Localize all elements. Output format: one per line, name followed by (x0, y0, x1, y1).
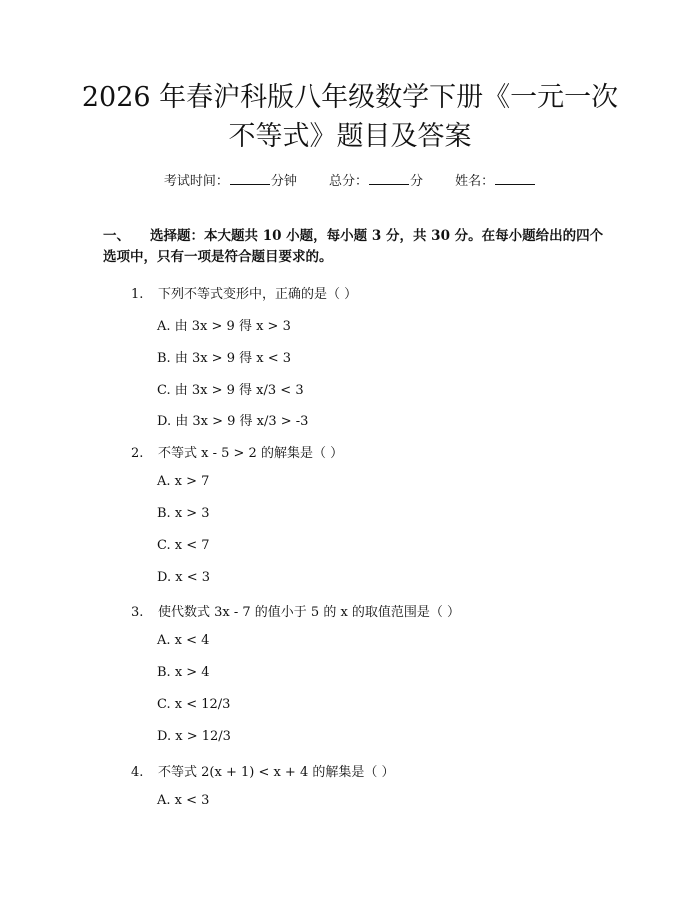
exam-time-blank (230, 173, 270, 185)
section-heading (103, 226, 608, 268)
student-name-blank (495, 173, 535, 185)
question-number: 2. (131, 446, 144, 461)
question-number: 3. (131, 605, 144, 620)
question-text: 下列不等式变形中，正确的是（ ） (158, 287, 358, 302)
question-3-option-b: B. x > 4 (157, 665, 210, 680)
student-name-label: 姓名： (455, 174, 495, 189)
question-1-option-c: C. 由 3x > 9 得 x/3 < 3 (157, 383, 304, 398)
question-2-option-b: B. x > 3 (157, 506, 210, 521)
exam-info (0, 170, 700, 189)
question-text: 不等式 2(x + 1) < x + 4 的解集是（ ） (158, 765, 395, 780)
question-2-option-c: C. x < 7 (157, 538, 210, 553)
question-3-option-a: A. x < 4 (157, 633, 210, 648)
exam-time (164, 174, 301, 189)
total-score-blank (369, 173, 409, 185)
question-3-option-c: C. x < 12/3 (157, 697, 231, 712)
question-text: 使代数式 3x - 7 的值小于 5 的 x 的取值范围是（ ） (158, 605, 461, 620)
student-name (455, 174, 536, 189)
section-instructions: 选择题：本大题共 10 小题，每小题 3 分，共 30 分。在每小题给出的四个选项中，只有一项是符合题目要求的。 (103, 228, 604, 265)
question-1-option-a: A. 由 3x > 9 得 x > 3 (157, 319, 291, 334)
question-4 (131, 761, 395, 780)
question-3 (131, 601, 460, 620)
document-title-line-2: 不等式》题目及答案 (228, 121, 472, 152)
section-number: 一、 (103, 228, 130, 244)
question-number: 4. (131, 765, 144, 780)
question-text: 不等式 x - 5 > 2 的解集是（ ） (158, 446, 344, 461)
document-title-line-1: 2026 年春沪科版八年级数学下册《一元一次 (81, 82, 619, 113)
question-2-option-d: D. x < 3 (157, 570, 210, 585)
question-1-option-d: D. 由 3x > 9 得 x/3 > -3 (157, 414, 309, 429)
exam-time-label: 考试时间： (163, 174, 229, 189)
question-2 (131, 442, 343, 461)
total-score (329, 174, 427, 189)
question-4-option-a: A. x < 3 (157, 793, 210, 808)
total-score-label: 总分： (328, 174, 368, 189)
total-score-unit: 分 (410, 174, 424, 189)
question-2-option-a: A. x > 7 (157, 474, 210, 489)
exam-time-unit: 分钟 (270, 174, 297, 189)
question-1 (131, 283, 357, 302)
question-3-option-d: D. x > 12/3 (157, 729, 231, 744)
question-1-option-b: B. 由 3x > 9 得 x < 3 (157, 351, 292, 366)
question-number: 1. (131, 287, 144, 302)
